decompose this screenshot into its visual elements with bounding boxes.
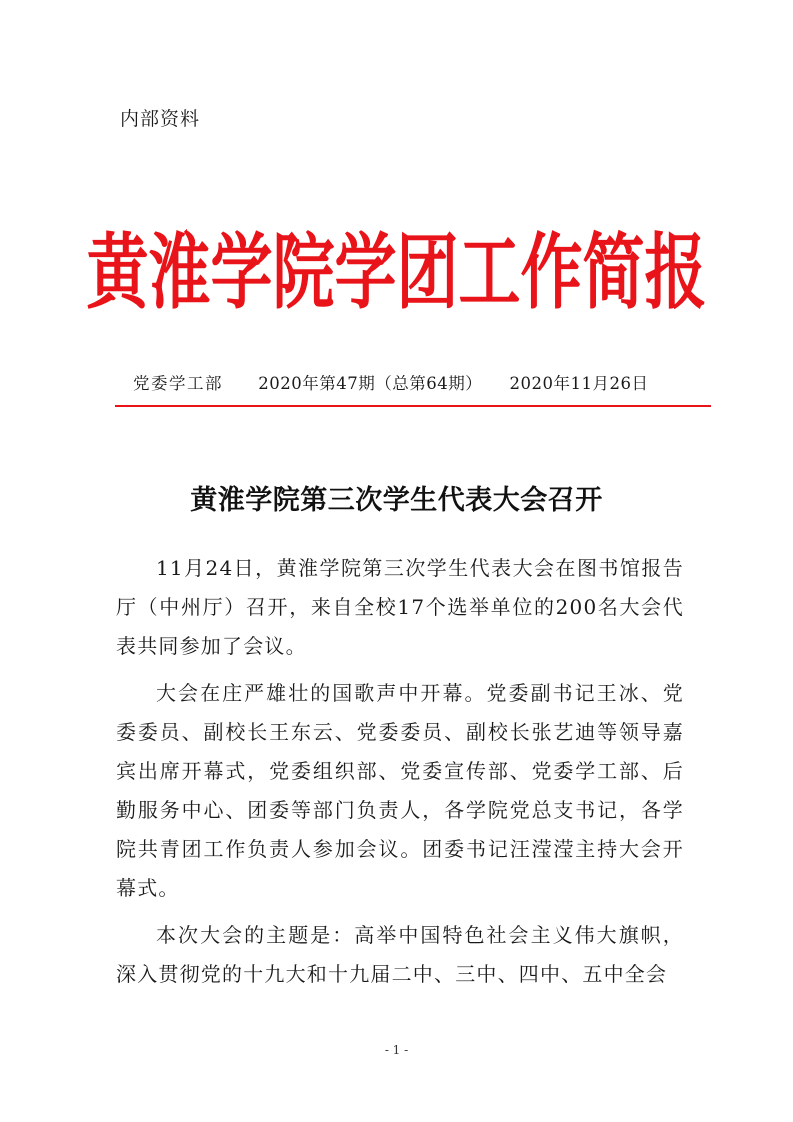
masthead-divider: [115, 405, 711, 407]
article-paragraph: 大会在庄严雄壮的国歌声中开幕。党委副书记王冰、党委委员、副校长王东云、党委委员、副校长张艺迪等领导嘉宾出席开幕式，党委组织部、党委宣传部、党委学工部、后勤服务中心、团委等部门负责人，各学院党总支书记，各学院共青团工作负责人参加会议。团委书记汪滢滢主持大会开幕式。: [116, 681, 684, 900]
issue-info-line: [133, 370, 693, 394]
article-paragraph: 11月24日，黄淮学院第三次学生代表大会在图书馆报告厅（中州厅）召开，来自全校17个选举单位的200名大会代表共同参加了会议。: [116, 556, 684, 658]
article-paragraph: 本次大会的主题是：高举中国特色社会主义伟大旗帜，深入贯彻党的十九大和十九届二中、三中、四中、五中全会: [116, 923, 684, 986]
article-title: 黄淮学院第三次学生代表大会召开: [190, 485, 603, 516]
internal-material-label: 内部资料: [120, 108, 201, 130]
issue-date: 2020年11月26日: [509, 374, 649, 393]
masthead-title: 黄淮学院学团工作简报: [86, 224, 707, 321]
article-body: [116, 549, 684, 1002]
page-number: - 1 -: [384, 1043, 409, 1057]
issue-number: 2020年第47期（总第64期）: [258, 374, 483, 393]
issue-department: 党委学工部: [133, 374, 223, 393]
